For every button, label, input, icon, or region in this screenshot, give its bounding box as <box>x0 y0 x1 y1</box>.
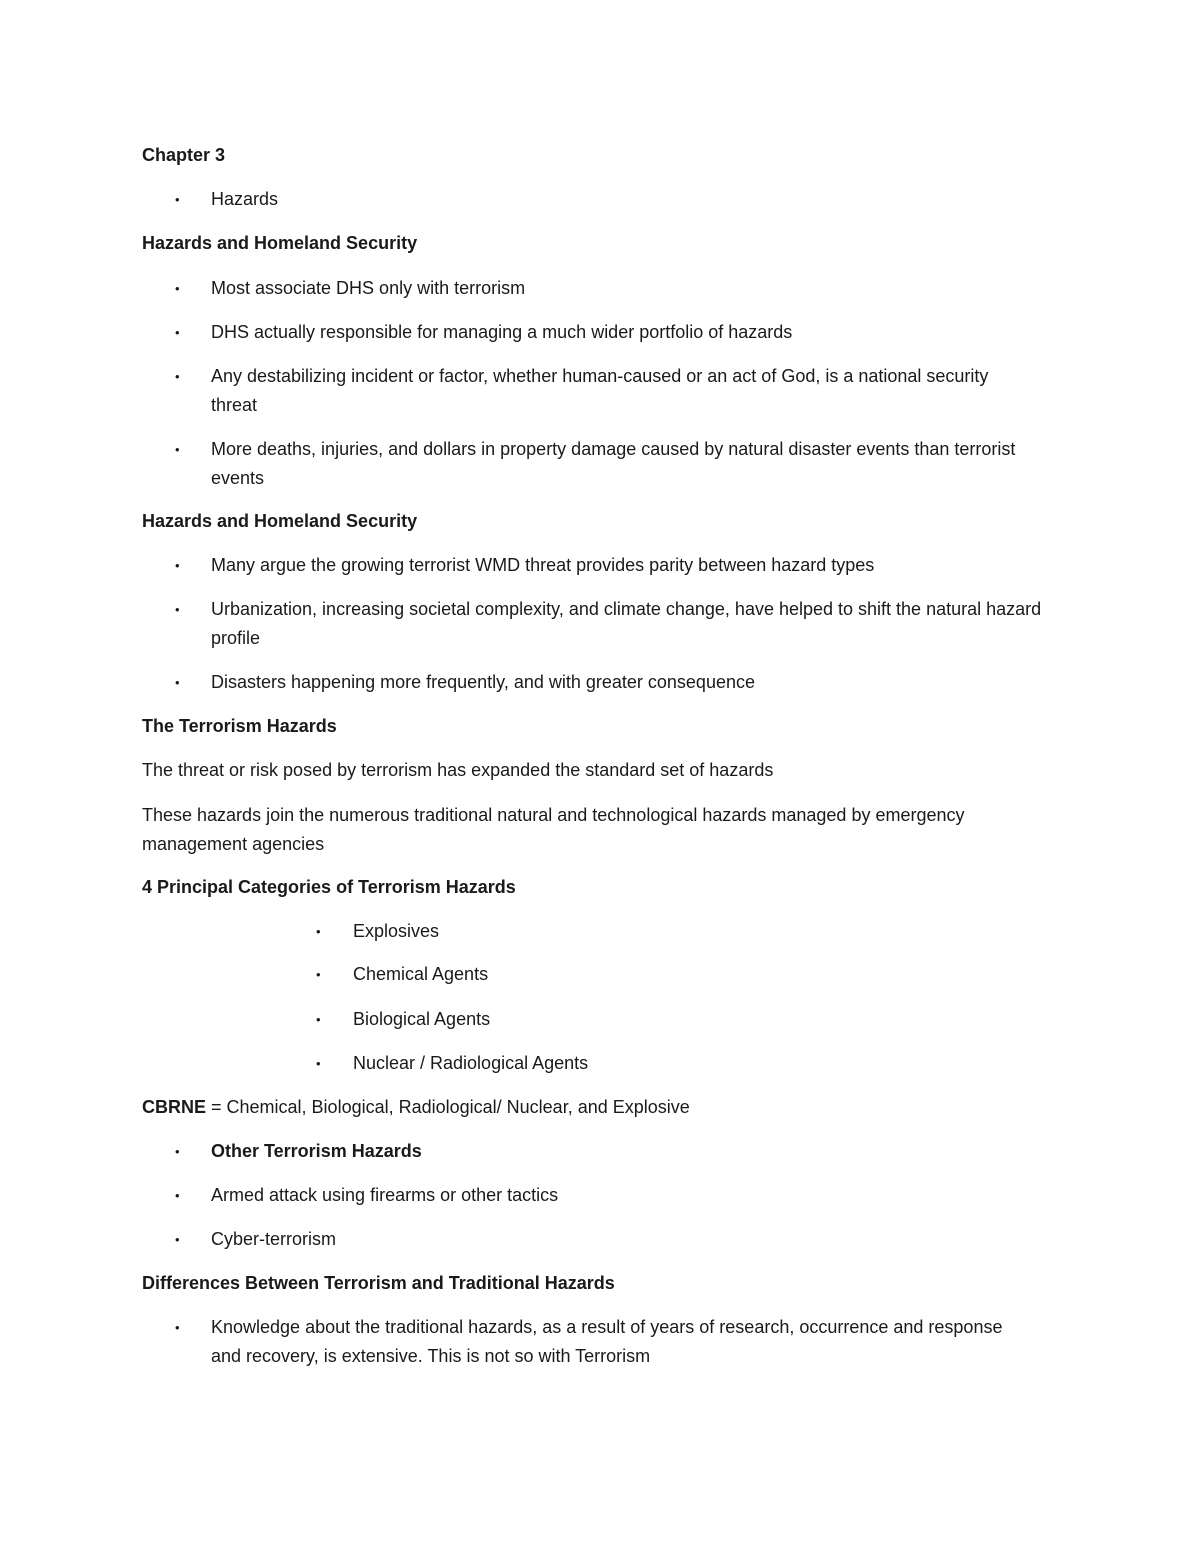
cbrne-abbreviation: CBRNE <box>142 1097 207 1117</box>
list-item: Urbanization, increasing societal complexity, and climate change, have helped to shift the natural hazard profile <box>211 599 1042 648</box>
bullet-icon: • <box>316 967 321 982</box>
bullet-icon: • <box>316 924 321 939</box>
list-item: More deaths, injuries, and dollars in property damage caused by natural disaster events than terrorist events <box>211 439 1016 488</box>
bullet-icon: • <box>175 558 180 573</box>
section-heading-terrorism-hazards: The Terrorism Hazards <box>142 716 337 736</box>
bullet-icon: • <box>175 369 180 384</box>
list-item-other-hazards: Other Terrorism Hazards <box>211 1141 422 1161</box>
cbrne-definition <box>142 1093 690 1122</box>
category-item: Explosives <box>353 921 440 941</box>
list-item: Armed attack using firearms or other tactics <box>211 1185 559 1205</box>
list-item: Many argue the growing terrorist WMD threat provides parity between hazard types <box>211 555 875 575</box>
bullet-icon: • <box>175 1188 180 1203</box>
section-heading-homeland-1: Hazards and Homeland Security <box>142 233 418 253</box>
bullet-icon: • <box>175 1232 180 1247</box>
list-item: Most associate DHS only with terrorism <box>211 278 526 298</box>
category-item: Biological Agents <box>353 1009 491 1029</box>
section-heading-differences: Differences Between Terrorism and Traditional Hazards <box>142 1273 615 1293</box>
bullet-icon: • <box>175 1144 180 1159</box>
paragraph-threat: The threat or risk posed by terrorism has expanded the standard set of hazards <box>142 760 774 780</box>
bullet-icon: • <box>175 1320 180 1335</box>
paragraph-join: These hazards join the numerous traditional natural and technological hazards managed by emergency management agencies <box>142 805 965 854</box>
bullet-icon: • <box>175 675 180 690</box>
bullet-icon: • <box>316 1056 321 1071</box>
bullet-icon: • <box>175 192 180 207</box>
bullet-icon: • <box>175 442 180 457</box>
bullet-icon: • <box>175 602 180 617</box>
cbrne-expansion: = Chemical, Biological, Radiological/ Nuclear, and Explosive <box>206 1097 690 1117</box>
list-item: Cyber-terrorism <box>211 1229 337 1249</box>
chapter-title: Chapter 3 <box>142 145 226 165</box>
list-item: Knowledge about the traditional hazards, as a result of years of research, occurrence and response and recovery, is extensive. This is not so with Terrorism <box>211 1317 1003 1366</box>
bullet-icon: • <box>175 281 180 296</box>
list-item-hazards: Hazards <box>211 189 279 209</box>
bullet-icon: • <box>316 1012 321 1027</box>
category-item: Chemical Agents <box>353 964 489 984</box>
list-item: DHS actually responsible for managing a much wider portfolio of hazards <box>211 322 793 342</box>
section-heading-categories: 4 Principal Categories of Terrorism Hazards <box>142 877 516 897</box>
category-item: Nuclear / Radiological Agents <box>353 1053 589 1073</box>
section-heading-homeland-2: Hazards and Homeland Security <box>142 511 418 531</box>
list-item: Any destabilizing incident or factor, whether human-caused or an act of God, is a national security threat <box>211 366 989 415</box>
list-item: Disasters happening more frequently, and with greater consequence <box>211 672 755 692</box>
bullet-icon: • <box>175 325 180 340</box>
